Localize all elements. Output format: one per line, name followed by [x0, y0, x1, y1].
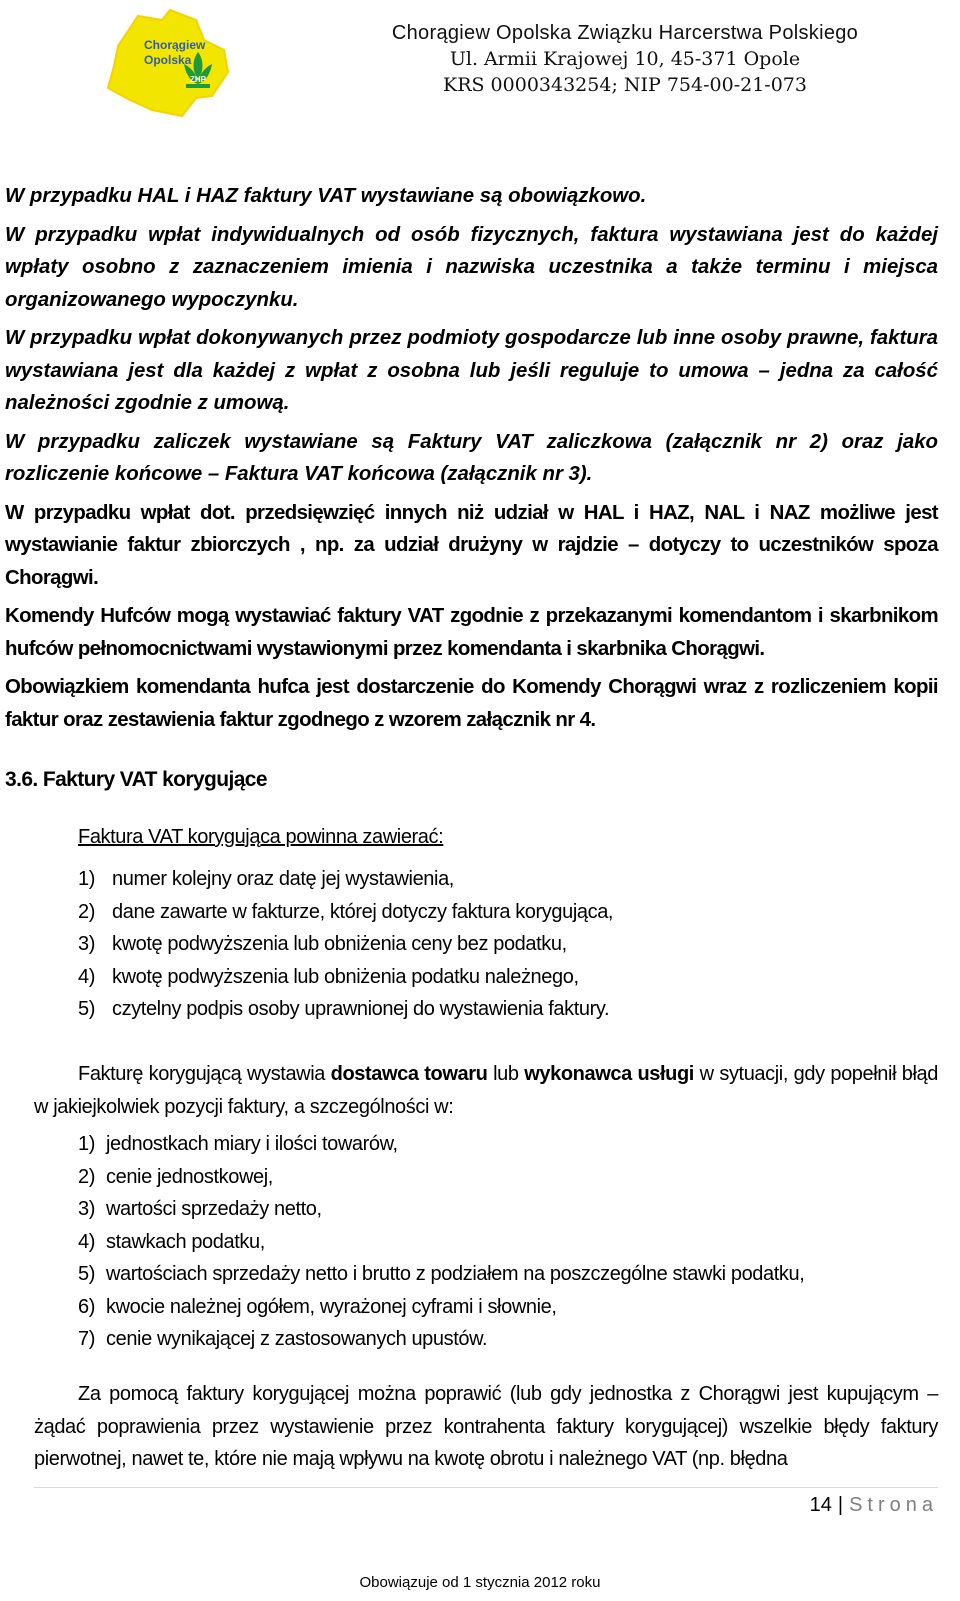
list-item: 4) stawkach podatku, [78, 1230, 265, 1253]
issuer-paragraph: Fakturę korygującą wystawia dostawca towaru lub wykonawca usługi w sytuacji, gdy popełnił błąd w jakiejkolwiek pozycji faktury, a szczególności w: [34, 1063, 938, 1118]
list-item: 3) wartości sprzedaży netto, [78, 1198, 322, 1220]
list-item: 7) cenie wynikającej z zastosowanych upustów. [78, 1328, 488, 1350]
paragraph: W przypadku wpłat dokonywanych przez podmioty gospodarcze lub inne osoby prawne, faktura wystawiana jest dla każdej z wpłat z osobna lub jeśli reguluje to umowa – jedna za całość należności zgodnie z umową. [5, 327, 938, 414]
footer-divider [34, 1487, 938, 1488]
paragraph: Komendy Hufców mogą wystawiać faktury VAT zgodnie z przekazanymi komendantom i skarbnikom hufców pełnomocnictwami wystawionymi przez komendanta i skarbnika Chorągwi. [5, 605, 938, 660]
billing-rules-section [5, 180, 938, 742]
org-name: Chorągiew Opolska Związku Harcerstwa Polskiego [391, 22, 859, 44]
list-item: 3) kwotę podwyższenia lub obniżenia ceny bez podatku, [78, 933, 567, 955]
list-item: 5) wartościach sprzedaży netto i brutto z podziałem na poszczególne stawki podatku, [78, 1263, 805, 1285]
correction-scope-paragraph: Za pomocą faktury korygującej można poprawić (lub gdy jednostka z Chorągwi jest kupującym – żądać poprawienia przez wystawienie przez kontrahenta faktury korygującej) wszelkie błędy faktury pierwotnej, nawet te, które nie mają wpływu na kwotę obrotu i należnego VAT (np. błędna [34, 1383, 938, 1470]
logo-text-line1: Chorągiew [144, 38, 206, 52]
section-title: 3.6. Faktury VAT korygujące [5, 768, 267, 791]
org-registry: KRS 0000343254; NIP 754-00-21-073 [443, 74, 807, 96]
footer-note: Obowiązuje od 1 stycznia 2012 roku [359, 1574, 601, 1591]
org-address: Ul. Armii Krajowej 10, 45-371 Opole [449, 48, 801, 70]
paragraph: W przypadku zaliczek wystawiane są Faktury VAT zaliczkowa (załącznik nr 2) oraz jako rozliczenie końcowe – Faktura VAT końcowa (załącznik nr 3). [5, 430, 938, 485]
list-item: 6) kwocie należnej ogółem, wyrażonej cyframi i słownie, [78, 1295, 557, 1318]
list-item: 1) jednostkach miary i ilości towarów, [78, 1133, 398, 1155]
paragraph: W przypadku HAL i HAZ faktury VAT wystawiane są obowiązkowo. [5, 185, 647, 207]
list-item: 2) dane zawarte w fakturze, której dotyczy faktura korygująca, [78, 900, 614, 923]
paragraph: W przypadku wpłat indywidualnych od osób fizycznych, faktura wystawiana jest do każdej wpłaty osobno z zaznaczeniem imienia i nazwiska uczestnika a także terminu i miejsca organizowanego wypoczynku. [5, 223, 938, 311]
list-item: 4) kwotę podwyższenia lub obniżenia podatku należnego, [78, 965, 579, 988]
list-item: 2) cenie jednostkowej, [78, 1165, 273, 1188]
list-item: 5) czytelny podpis osoby uprawnionej do wystawienia faktury. [78, 998, 610, 1020]
logo-badge: ZHP [190, 75, 206, 84]
paragraph: Obowiązkiem komendanta hufca jest dostarczenie do Komendy Chorągwi wraz z rozliczeniem kopii faktur oraz zestawienia faktur zgodnego z wzorem załącznik nr 4. [5, 676, 938, 731]
list-item: 1) numer kolejny oraz datę jej wystawienia, [78, 868, 454, 890]
scout-banner-logo [100, 6, 235, 124]
logo-text-line2: Opolska [144, 53, 192, 67]
page-number: 14 | Strona [809, 1494, 938, 1516]
list-intro: Faktura VAT korygująca powinna zawierać: [78, 826, 444, 848]
paragraph: W przypadku wpłat dot. przedsięwzięć innych niż udział w HAL i HAZ, NAL i NAZ możliwe jest wystawianie faktur zbiorczych , np. za udział drużyny w rajdzie – dotyczy to uczestników spoza Chorągwi. [5, 501, 938, 589]
correction-contents-list [78, 863, 613, 1026]
error-types-list [78, 1128, 804, 1356]
